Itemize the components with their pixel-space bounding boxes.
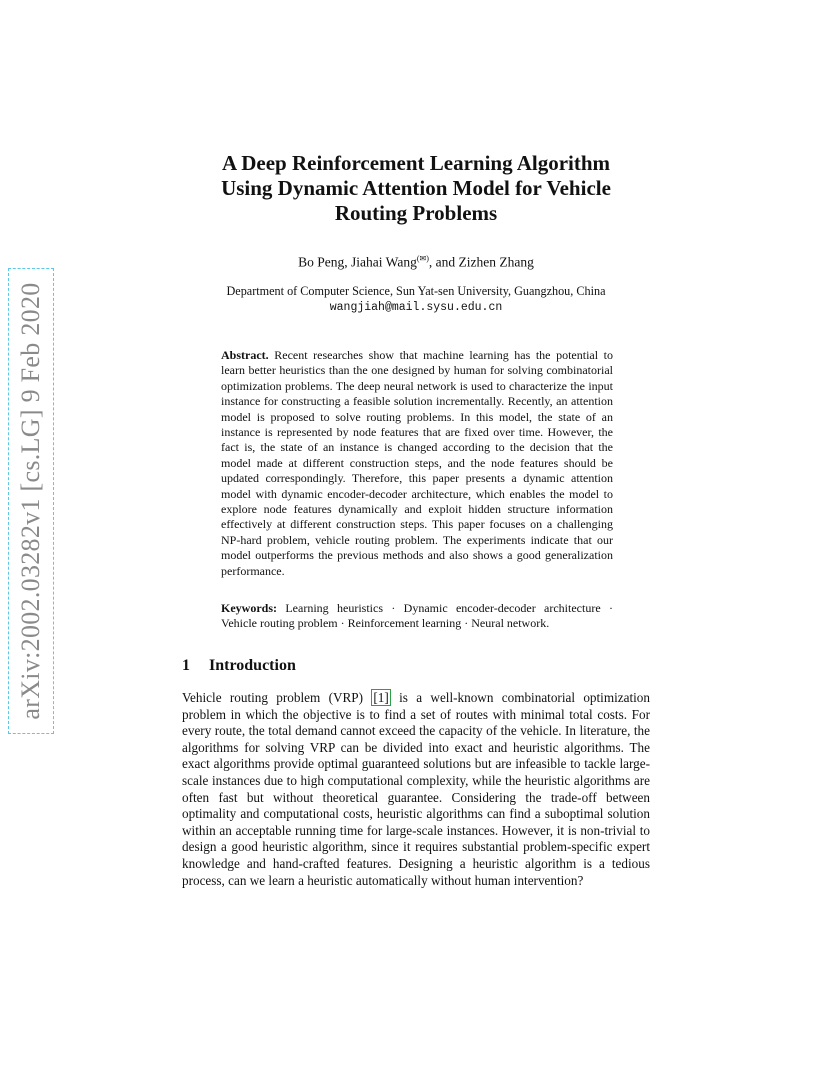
section-heading: [182, 657, 296, 675]
title-line-3: Routing Problems: [334, 201, 498, 225]
keywords-text: Learning heuristics · Dynamic encoder-decoder architecture · Vehicle routing problem · Reinforcement learning · Neural network.: [221, 601, 613, 631]
citation-link[interactable]: [1]: [373, 690, 389, 705]
authors-part-1: Bo Peng, Jiahai Wang: [298, 254, 417, 270]
arxiv-stamp[interactable]: [8, 268, 54, 734]
paper-title: [150, 151, 682, 226]
section-number: 1: [182, 657, 190, 674]
intro-text-1: Vehicle routing problem (VRP): [182, 690, 372, 705]
intro-text-2: is a well-known combinatorial optimization problem in which the objective is to find a set of routes with minimal total costs. For every route, the total demand cannot exceed the capacity of the vehicle. In literature, the algorithms for solving VRP can be divided into exact and heuristic algorithms. The exact algorithms provide optimal guaranteed solutions but are infeasible to tackle large-scale instances due to high computational complexity, while the heuristic algorithms are often fast but without theoretical guarantee. Considering the trade-off between optimality and computational costs, heuristic algorithms can find a suboptimal solution within an acceptable running time for large-scale instances. However, it is non-trivial to design a good heuristic algorithm, since it requires substantial problem-specific expert knowledge and hand-crafted features. Designing a heuristic algorithm is a tedious process, can we learn a heuristic automatically without human intervention?: [182, 690, 650, 888]
title-line-2: Using Dynamic Attention Model for Vehicle: [221, 176, 611, 200]
corresponding-author-mark: (✉): [416, 254, 429, 263]
authors-part-2: , and Zizhen Zhang: [428, 254, 534, 270]
abstract-text: Recent researches show that machine learning has the potential to learn better heuristics than the one designed by human for solving combinatorial optimization problems. The deep neural network is used to characterize the input instance for constructing a feasible solution incrementally. Recently, an attention model is proposed to solve routing problems. In this model, the state of an instance is represented by node features that are fixed over time. However, the fact is, the state of an instance is changed according to the decision that the model made at different construction steps, and the node features should be updated correspondingly. Therefore, this paper presents a dynamic attention model with dynamic encoder-decoder architecture, which enables the model to explore node features dynamically and exploit hidden structure information effectively at different construction steps. This paper focuses on a challenging NP-hard problem, vehicle routing problem. The experiments indicate that our model outperforms the previous methods and also shows a good generalization performance.: [221, 348, 613, 578]
title-line-1: A Deep Reinforcement Learning Algorithm: [221, 151, 611, 175]
author-list: [150, 254, 682, 271]
arxiv-id: arXiv:2002.03282v1 [cs.LG] 9 Feb 2020: [16, 282, 45, 720]
abstract: [221, 348, 613, 579]
intro-paragraph: [182, 690, 650, 889]
keywords-label: Keywords:: [221, 601, 277, 615]
abstract-label: Abstract.: [221, 348, 269, 362]
author-email-link[interactable]: wangjiah@mail.sysu.edu.cn: [329, 301, 503, 314]
keywords: [221, 601, 613, 632]
affiliation: Department of Computer Science, Sun Yat-sen University, Guangzhou, China: [226, 284, 606, 298]
affiliation-block: [150, 284, 682, 315]
section-title: Introduction: [209, 657, 296, 674]
